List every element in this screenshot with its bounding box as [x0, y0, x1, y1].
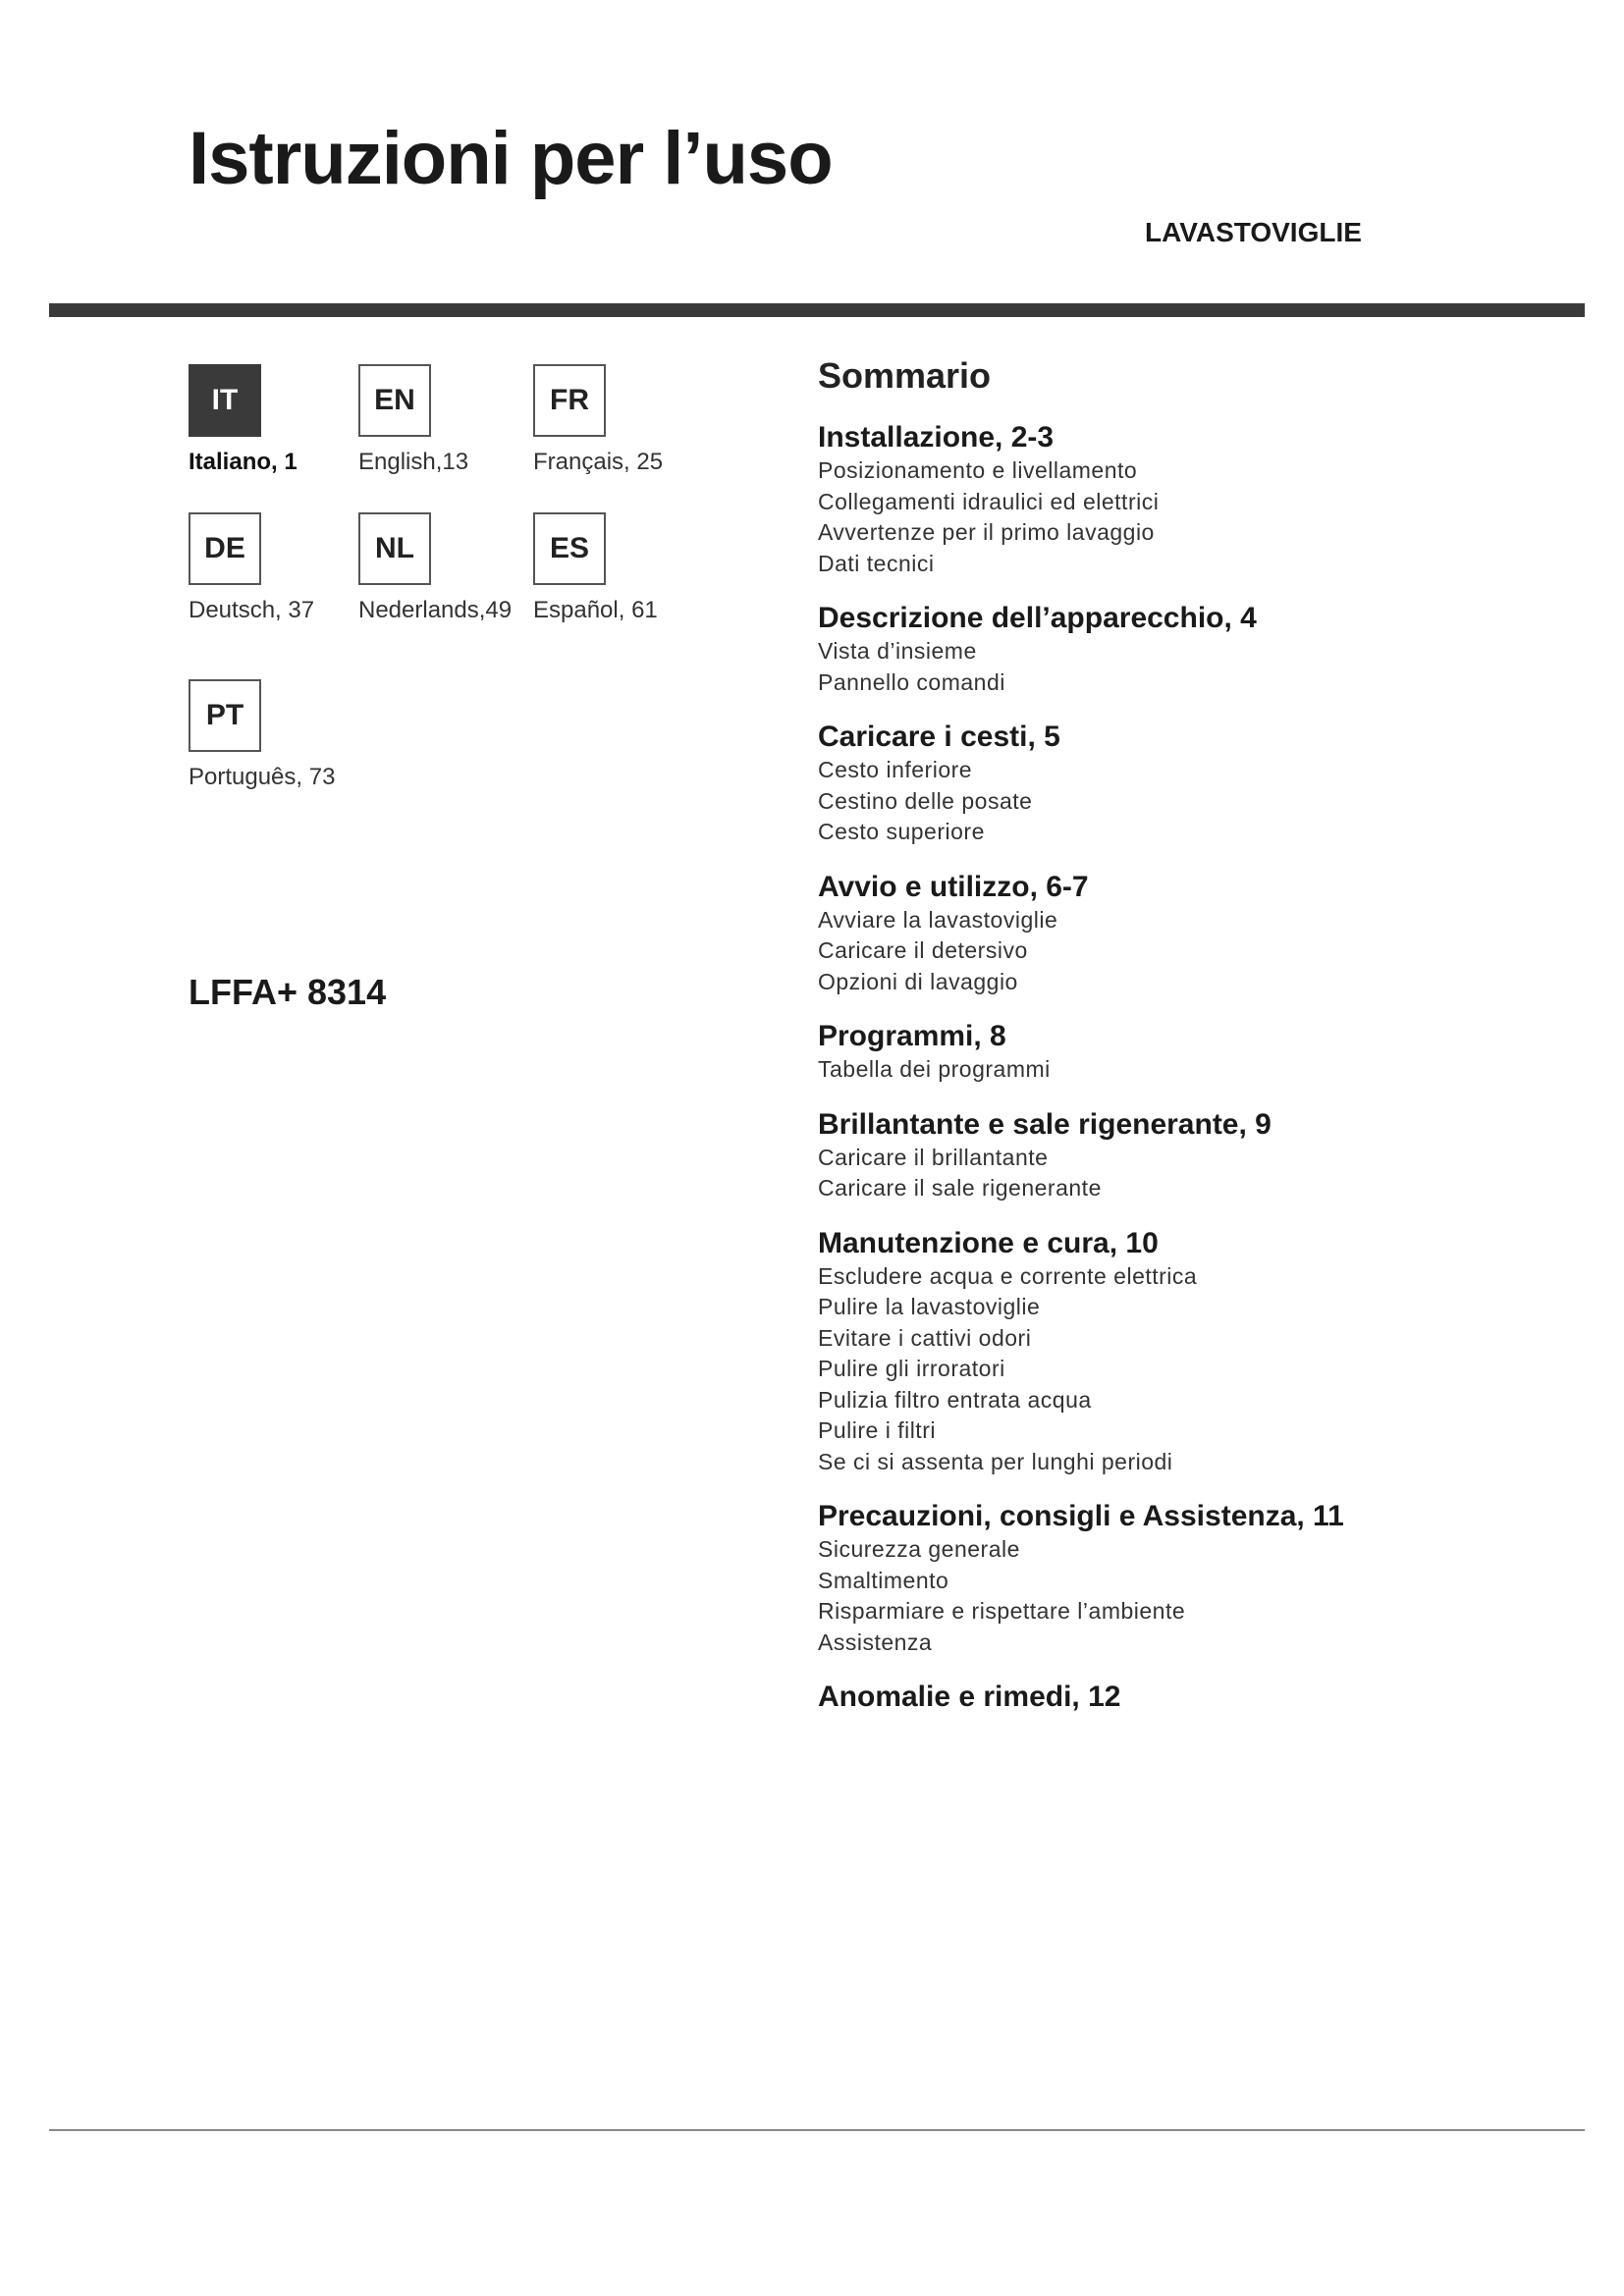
toc-item: Pulire i filtri [818, 1417, 936, 1443]
toc-item: Cesto superiore [818, 819, 985, 844]
toc-section-title[interactable]: Programmi, 8 [818, 1020, 1006, 1052]
language-code-box[interactable]: PT [189, 679, 261, 752]
language-nl[interactable] [358, 512, 531, 624]
language-en[interactable] [358, 364, 531, 476]
toc-section [818, 1226, 1564, 1478]
toc-section-title[interactable]: Precauzioni, consigli e Assistenza, 11 [818, 1500, 1344, 1532]
toc-item: Avvertenze per il primo lavaggio [818, 519, 1155, 545]
toc-item: Caricare il detersivo [818, 937, 1028, 963]
toc-item: Pulizia filtro entrata acqua [818, 1386, 1092, 1413]
toc-heading: Sommario [818, 355, 992, 396]
language-code-box[interactable]: IT [189, 364, 261, 437]
toc-item: Assistenza [818, 1629, 933, 1655]
product-category: LAVASTOVIGLIE [1145, 217, 1362, 247]
toc-section [818, 420, 1564, 579]
toc-item: Risparmiare e rispettare l’ambiente [818, 1598, 1186, 1624]
toc-item: Cestino delle posate [818, 787, 1033, 814]
page-title: Istruzioni per l’uso [189, 117, 833, 200]
toc-item: Cesto inferiore [818, 757, 973, 782]
footer-divider [49, 2129, 1585, 2131]
language-label: Español, 61 [533, 597, 658, 623]
toc-item: Escludere acqua e corrente elettrica [818, 1262, 1198, 1289]
toc-section [818, 1680, 1564, 1715]
toc-item: Collegamenti idraulici ed elettrici [818, 488, 1160, 514]
toc-item: Evitare i cattivi odori [818, 1324, 1032, 1351]
toc-section [818, 1019, 1564, 1086]
model-number: LFFA+ 8314 [189, 972, 387, 1012]
toc-section-title[interactable]: Avvio e utilizzo, 6-7 [818, 870, 1089, 903]
toc-sections [818, 420, 1564, 1715]
language-fr[interactable] [533, 364, 706, 476]
toc-item: Caricare il sale rigenerante [818, 1175, 1102, 1201]
toc-section [818, 601, 1564, 698]
toc-item: Pannello comandi [818, 668, 1005, 695]
toc-item: Tabella dei programmi [818, 1056, 1051, 1082]
language-label: Português, 73 [189, 764, 336, 790]
language-label: Français, 25 [533, 449, 664, 475]
toc-item: Sicurezza generale [818, 1536, 1020, 1562]
language-code-box[interactable]: FR [533, 364, 606, 437]
toc-section-title[interactable]: Installazione, 2-3 [818, 421, 1055, 454]
toc-section-title[interactable]: Brillantante e sale rigenerante, 9 [818, 1107, 1272, 1141]
language-code-box[interactable]: ES [533, 512, 606, 585]
toc-section [818, 870, 1564, 998]
language-code-box[interactable]: EN [358, 364, 431, 437]
language-label: Deutsch, 37 [189, 597, 315, 623]
toc-item: Smaltimento [818, 1567, 949, 1593]
toc-item: Avviare la lavastoviglie [818, 906, 1058, 933]
toc-item: Caricare il brillantante [818, 1144, 1049, 1170]
toc-item: Vista d’insieme [818, 638, 977, 664]
toc-section [818, 1499, 1564, 1658]
language-de[interactable] [189, 512, 361, 624]
toc-section [818, 1107, 1564, 1204]
language-label: English,13 [358, 449, 469, 475]
toc-section-title[interactable]: Anomalie e rimedi, 12 [818, 1681, 1121, 1713]
language-es[interactable] [533, 512, 706, 624]
language-pt[interactable] [189, 679, 361, 791]
toc-section-title[interactable]: Caricare i cesti, 5 [818, 721, 1060, 753]
toc-item: Pulire gli irroratori [818, 1356, 1005, 1381]
toc-section-title[interactable]: Descrizione dell’apparecchio, 4 [818, 602, 1257, 634]
toc-section [818, 720, 1564, 848]
language-it[interactable] [189, 364, 361, 476]
toc-item: Pulire la lavastoviglie [818, 1294, 1041, 1319]
table-of-contents [818, 355, 1564, 1736]
toc-item: Se ci si assenta per lunghi periodi [818, 1448, 1173, 1474]
language-label: Italiano, 1 [189, 449, 298, 475]
toc-item: Opzioni di lavaggio [818, 968, 1018, 994]
language-label: Nederlands,49 [358, 597, 513, 623]
header-divider [49, 303, 1585, 317]
language-code-box[interactable]: DE [189, 512, 261, 585]
toc-item: Posizionamento e livellamento [818, 457, 1138, 483]
language-code-box[interactable]: NL [358, 512, 431, 585]
toc-section-title[interactable]: Manutenzione e cura, 10 [818, 1226, 1159, 1259]
toc-item: Dati tecnici [818, 550, 935, 576]
